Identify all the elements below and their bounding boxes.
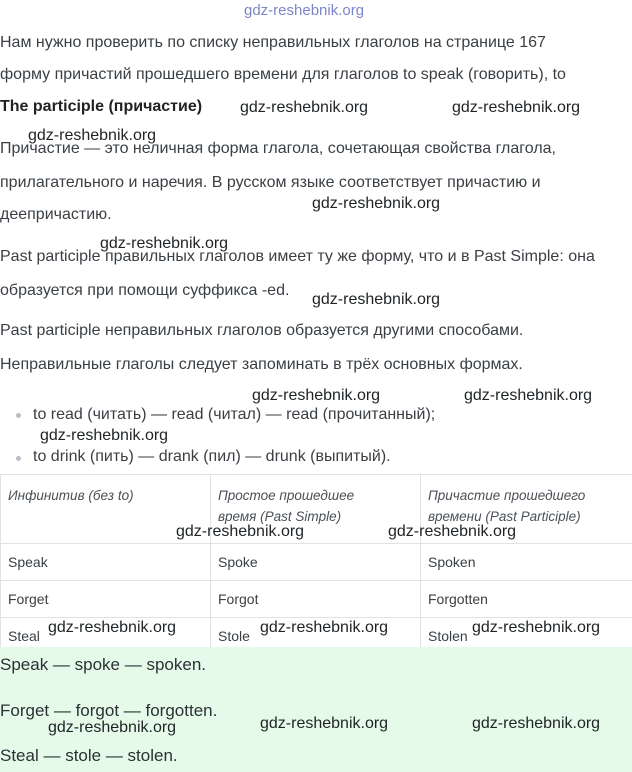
watermark: gdz-reshebnik.org	[452, 99, 581, 116]
watermark: gdz-reshebnik.org	[472, 619, 601, 636]
bullet-dot	[16, 413, 21, 418]
section-heading: The participle (причастие)	[0, 98, 203, 115]
table-header-row	[1, 475, 632, 544]
answer-line: Speak — spoke — spoken.	[0, 655, 207, 674]
watermark: gdz-reshebnik.org	[48, 719, 177, 736]
watermark: gdz-reshebnik.org	[464, 387, 593, 404]
paragraph-line: образуется при помощи суффикса -ed.	[0, 282, 290, 299]
watermark: gdz-reshebnik.org	[472, 715, 601, 732]
table-cell: Speak	[1, 544, 211, 581]
watermark: gdz-reshebnik.org	[260, 619, 389, 636]
table-cell: Stolen	[421, 618, 632, 655]
header-past-participle: Причастие прошедшего времени (Past Participle)	[421, 475, 632, 544]
table-cell: Forgotten	[421, 581, 632, 618]
watermark: gdz-reshebnik.org	[312, 195, 441, 212]
answer-block	[0, 647, 632, 772]
watermark: gdz-reshebnik.org	[252, 387, 381, 404]
bullet-dot	[16, 456, 21, 461]
table-cell: Steal	[1, 618, 211, 655]
table-cell: Spoken	[421, 544, 632, 581]
list-item: to read (читать) — read (читал) — read (прочитанный);	[33, 406, 436, 423]
intro-line-1: Нам нужно проверить по списку неправильных глаголов на странице 167	[0, 34, 546, 51]
table-cell: Forgot	[211, 581, 421, 618]
watermark: gdz-reshebnik.org	[28, 127, 157, 144]
header-past-simple: Простое прошедшее время (Past Simple)	[211, 475, 421, 544]
table-cell: Forget	[1, 581, 211, 618]
answer-line: Steal — stole — stolen.	[0, 746, 178, 765]
list-item: to drink (пить) — drank (пил) — drunk (выпитый).	[33, 448, 391, 465]
watermark: gdz-reshebnik.org	[40, 427, 169, 444]
watermark: gdz-reshebnik.org	[312, 291, 441, 308]
watermark: gdz-reshebnik.org	[388, 523, 517, 540]
table-row	[1, 581, 632, 618]
paragraph-line: Past participle правильных глаголов имеет ту же форму, что и в Past Simple: она	[0, 248, 595, 265]
table-cell: Spoke	[211, 544, 421, 581]
answer-line: Forget — forgot — forgotten.	[0, 701, 218, 720]
paragraph-line: деепричастию.	[0, 206, 112, 223]
paragraph-line: Неправильные глаголы следует запоминать в трёх основных формах.	[0, 356, 523, 373]
watermark: gdz-reshebnik.org	[48, 619, 177, 636]
watermark: gdz-reshebnik.org	[176, 523, 305, 540]
paragraph-line: прилагательного и наречия. В русском языке соответствует причастию и	[0, 174, 541, 191]
table-cell: Stole	[211, 618, 421, 655]
intro-line-2: форму причастий прошедшего времени для глаголов to speak (говорить), to	[0, 66, 566, 83]
paragraph-line: Past participle неправильных глаголов образуется другими способами.	[0, 322, 524, 339]
header-infinitive: Инфинитив (без to)	[1, 475, 211, 544]
table-row	[1, 544, 632, 581]
watermark: gdz-reshebnik.org	[100, 235, 229, 252]
watermark: gdz-reshebnik.org	[240, 99, 369, 116]
watermark: gdz-reshebnik.org	[260, 715, 389, 732]
watermark-top: gdz-reshebnik.org	[244, 2, 365, 19]
paragraph-line: Причастие — это неличная форма глагола, сочетающая свойства глагола,	[0, 140, 556, 157]
